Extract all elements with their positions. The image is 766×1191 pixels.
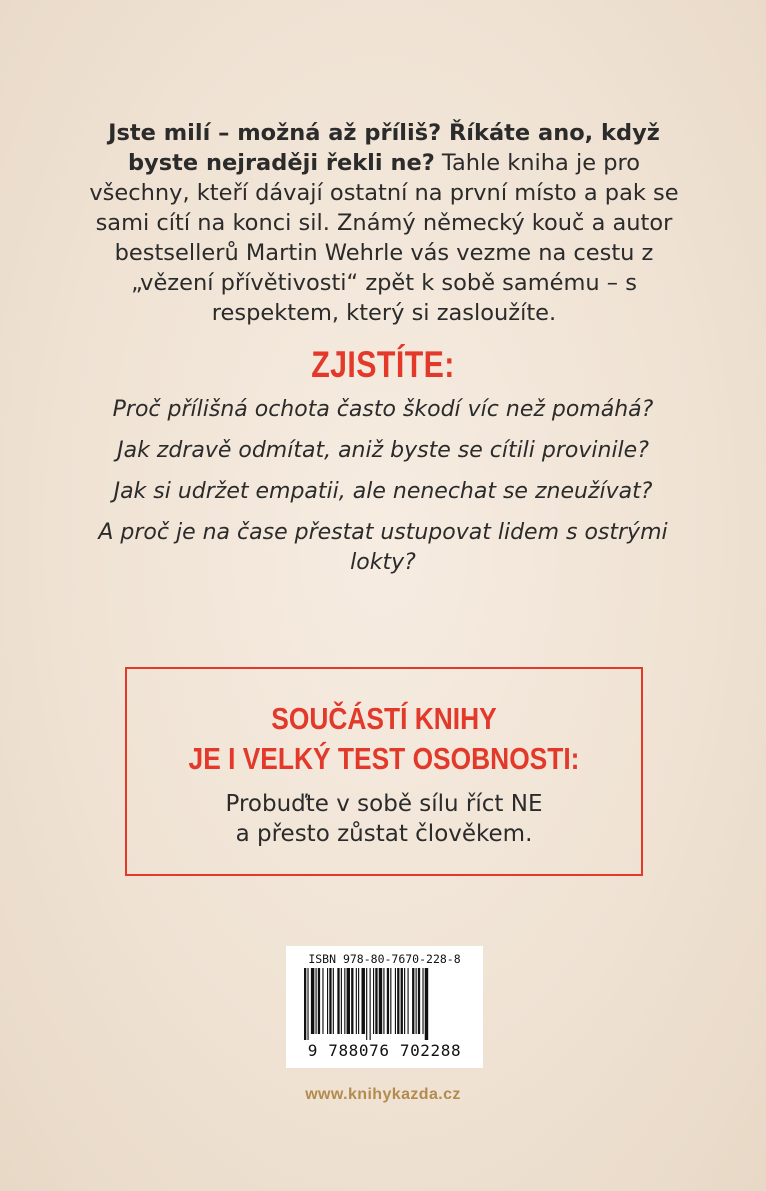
barcode-bar bbox=[395, 968, 396, 1034]
barcode-bar bbox=[329, 968, 331, 1034]
barcode-bar bbox=[351, 968, 353, 1034]
barcode-bar bbox=[370, 968, 371, 1040]
intro-paragraph bbox=[82, 118, 686, 328]
intro-body: Tahle kniha je pro všechny, kteří dávají ostatní na první místo a pak se sami cítí na konci sil. Známý německý kouč a autor bestsellerů Martin Wehrle vás vezme na cestu z „vězení přívětivosti“ zpět k sobě samému – s respektem, který si zasloužíte. bbox=[89, 150, 679, 326]
barcode-bar bbox=[307, 968, 308, 1040]
isbn-text: ISBN 978-80-7670-228-8 bbox=[308, 952, 461, 966]
barcode-bars bbox=[302, 968, 467, 1040]
barcode-bar bbox=[341, 968, 342, 1034]
box-title bbox=[166, 699, 603, 779]
barcode-bar bbox=[383, 968, 384, 1034]
barcode-bar bbox=[304, 968, 306, 1040]
box-title-line: SOUČÁSTÍ KNIHY bbox=[271, 701, 497, 736]
barcode-bar bbox=[316, 968, 317, 1034]
barcode-bar bbox=[408, 968, 409, 1034]
barcode-bar bbox=[401, 968, 403, 1034]
question-list bbox=[90, 395, 676, 589]
website-url: www.knihykazda.cz bbox=[305, 1086, 461, 1103]
question-item: Jak zdravě odmítat, aniž byste se cítili provinile? bbox=[117, 438, 649, 463]
barcode-bar bbox=[356, 968, 357, 1034]
barcode-bar bbox=[318, 968, 320, 1034]
box-body-line: a přesto zůstat člověkem. bbox=[235, 821, 533, 847]
barcode-bar bbox=[366, 968, 367, 1040]
barcode-bar bbox=[347, 968, 350, 1034]
barcode-bar bbox=[379, 968, 382, 1034]
barcode-bar bbox=[418, 968, 420, 1034]
barcode-bar bbox=[404, 968, 405, 1034]
intro-lead: Jste milí – možná až příliš? Říkáte ano, když byste nejraději řekli ne? bbox=[108, 120, 660, 176]
barcode-bar bbox=[375, 968, 377, 1034]
barcode-bar bbox=[422, 968, 423, 1034]
barcode-bar bbox=[333, 968, 334, 1034]
question-item: A proč je na čase přestat ustupovat lidem s ostrými lokty? bbox=[98, 520, 668, 575]
barcode-bar bbox=[390, 968, 391, 1034]
box-body-line: Probuďte v sobě sílu říct NE bbox=[225, 791, 543, 817]
barcode-bar bbox=[397, 968, 399, 1034]
question-item: Jak si udržet empatii, ale nenechat se zneužívat? bbox=[113, 479, 653, 504]
barcode-bar bbox=[337, 968, 339, 1034]
barcode-bar bbox=[425, 968, 428, 1040]
barcode-bar bbox=[327, 968, 328, 1034]
barcode bbox=[286, 946, 483, 1068]
barcode-bar bbox=[416, 968, 417, 1034]
barcode-bar bbox=[412, 968, 414, 1034]
section-heading: ZJISTÍTE: bbox=[311, 344, 455, 385]
barcode-bar bbox=[322, 968, 323, 1034]
question-item: Proč přílišná ochota často škodí víc než pomáhá? bbox=[112, 397, 654, 422]
box-title-line: JE I VELKÝ TEST OSOBNOSTI: bbox=[188, 741, 580, 776]
barcode-bar bbox=[311, 968, 314, 1034]
barcode-bar bbox=[373, 968, 374, 1034]
barcode-bar bbox=[358, 968, 359, 1034]
ean-digits: 9 788076 702288 bbox=[307, 1041, 462, 1060]
barcode-bar bbox=[387, 968, 389, 1034]
box-body bbox=[127, 789, 641, 849]
barcode-bar bbox=[344, 968, 345, 1034]
barcode-bar bbox=[362, 968, 365, 1034]
personality-test-box bbox=[125, 667, 643, 876]
